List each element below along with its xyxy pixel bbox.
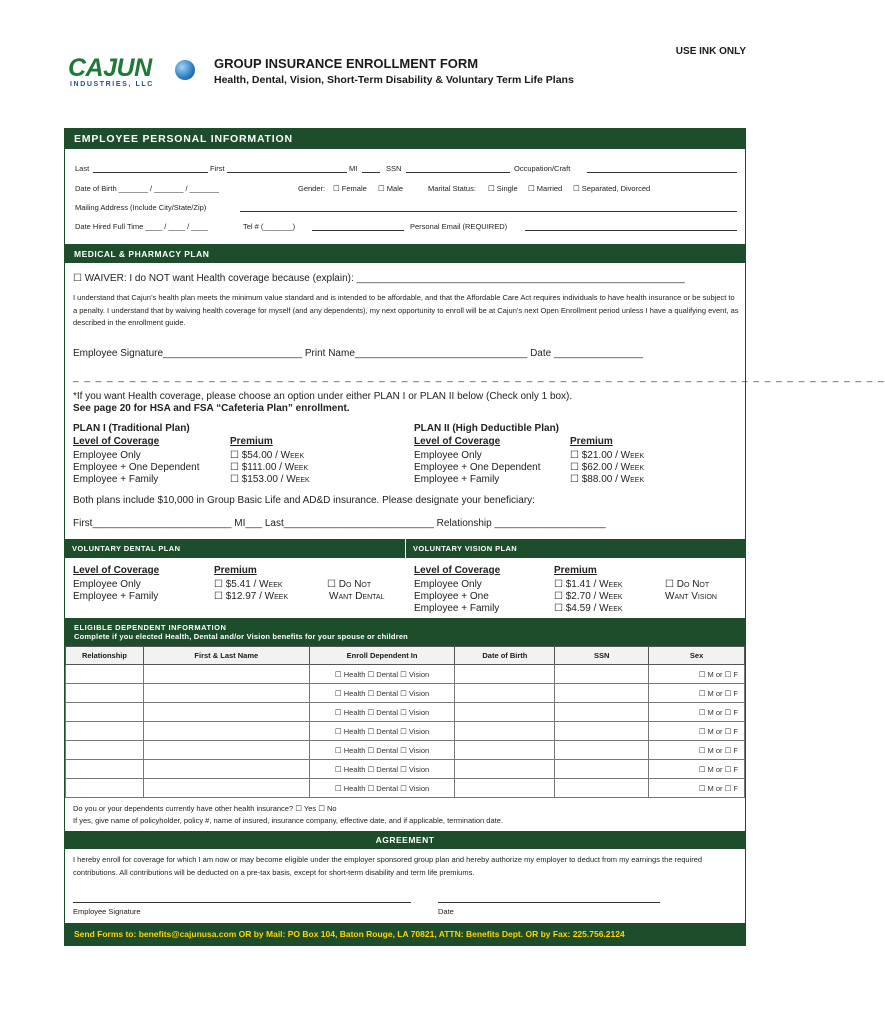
sex-cell[interactable]: ☐ M or ☐ F xyxy=(649,665,745,684)
dependents-table xyxy=(65,646,745,798)
marital-single-checkbox[interactable]: ☐ Single xyxy=(488,184,518,193)
agreement-signature-field[interactable] xyxy=(73,902,411,903)
name-cell[interactable] xyxy=(143,665,309,684)
table-row xyxy=(66,684,745,703)
ssn-cell[interactable] xyxy=(555,665,649,684)
logo-text: CAJUN xyxy=(68,54,152,82)
first-label: First xyxy=(210,164,225,173)
gender-male-checkbox[interactable]: ☐ Male xyxy=(378,184,404,193)
mailing-address-field[interactable] xyxy=(240,211,737,212)
send-forms-footer: Send Forms to: benefits@cajunusa.com OR by Mail: PO Box 104, Baton Rouge, LA 70821, ATTN: Benefits Dept. OR by Fax: 225.756.2124 xyxy=(65,923,745,945)
dental-level-header: Level of Coverage xyxy=(73,565,160,576)
vision-premium-2-checkbox[interactable]: ☐ $2.70 / Week xyxy=(554,591,623,602)
dob-cell[interactable] xyxy=(455,684,555,703)
table-row xyxy=(66,779,745,798)
enroll-cell[interactable]: ☐ Health ☐ Dental ☐ Vision xyxy=(309,722,455,741)
relationship-cell[interactable] xyxy=(66,760,144,779)
other-insurance-question[interactable]: Do you or your dependents currently have other health insurance? ☐ Yes ☐ No xyxy=(73,804,337,813)
plan2-level-3: Employee + Family xyxy=(414,474,500,485)
vision-decline-label: Want Vision xyxy=(665,591,717,602)
gender-label: Gender: xyxy=(298,184,326,193)
plan2-premium-3-checkbox[interactable]: ☐ $88.00 / Week xyxy=(570,474,645,485)
dob-field[interactable]: Date of Birth _______ / _______ / _______ xyxy=(75,184,219,193)
sex-cell[interactable]: ☐ M or ☐ F xyxy=(649,741,745,760)
col-sex: Sex xyxy=(649,647,745,665)
relationship-cell[interactable] xyxy=(66,684,144,703)
plan2-premium-1-checkbox[interactable]: ☐ $21.00 / Week xyxy=(570,450,645,461)
ssn-label: SSN xyxy=(386,164,402,173)
vision-premium-1-checkbox[interactable]: ☐ $1.41 / Week xyxy=(554,579,623,590)
dental-premium-header: Premium xyxy=(214,565,257,576)
mi-field[interactable] xyxy=(362,172,380,173)
dental-heading: VOLUNTARY DENTAL PLAN xyxy=(65,539,405,558)
dependents-heading: ELIGIBLE DEPENDENT INFORMATION xyxy=(74,623,227,632)
agreement-date-field[interactable] xyxy=(438,902,660,903)
dob-cell[interactable] xyxy=(455,722,555,741)
globe-icon xyxy=(175,60,195,80)
vision-premium-header: Premium xyxy=(554,565,597,576)
plan1-level-header: Level of Coverage xyxy=(73,436,160,447)
email-label: Personal Email (REQUIRED) xyxy=(410,222,508,231)
enroll-cell[interactable]: ☐ Health ☐ Dental ☐ Vision xyxy=(309,684,455,703)
dental-level-1: Employee Only xyxy=(73,579,141,590)
col-relationship: Relationship xyxy=(66,647,144,665)
marital-label: Marital Status: xyxy=(428,184,476,193)
personal-info-heading: EMPLOYEE PERSONAL INFORMATION xyxy=(65,129,745,149)
plan1-premium-header: Premium xyxy=(230,436,273,447)
mi-label: MI xyxy=(349,164,358,173)
ssn-cell[interactable] xyxy=(555,722,649,741)
dob-cell[interactable] xyxy=(455,703,555,722)
ssn-cell[interactable] xyxy=(555,684,649,703)
name-cell[interactable] xyxy=(143,684,309,703)
enroll-cell[interactable]: ☐ Health ☐ Dental ☐ Vision xyxy=(309,665,455,684)
use-ink-note: USE INK ONLY xyxy=(675,46,746,57)
company-logo xyxy=(66,54,201,94)
beneficiary-line[interactable]: First_________________________ MI___ Last___________________________ Relationship ____________________ xyxy=(73,518,606,529)
sex-cell[interactable]: ☐ M or ☐ F xyxy=(649,684,745,703)
sex-cell[interactable]: ☐ M or ☐ F xyxy=(649,779,745,798)
dob-cell[interactable] xyxy=(455,741,555,760)
tel-field[interactable]: Tel # (_______) xyxy=(243,222,296,231)
sex-cell[interactable]: ☐ M or ☐ F xyxy=(649,722,745,741)
name-cell[interactable] xyxy=(143,760,309,779)
name-cell[interactable] xyxy=(143,779,309,798)
col-ssn: SSN xyxy=(555,647,649,665)
plan1-premium-2-checkbox[interactable]: ☐ $111.00 / Week xyxy=(230,462,309,473)
relationship-cell[interactable] xyxy=(66,665,144,684)
plan2-premium-header: Premium xyxy=(570,436,613,447)
vision-heading: VOLUNTARY VISION PLAN xyxy=(406,539,746,558)
relationship-cell[interactable] xyxy=(66,779,144,798)
name-cell[interactable] xyxy=(143,722,309,741)
dental-decline-checkbox[interactable]: ☐ Do Not xyxy=(327,579,372,590)
sex-cell[interactable]: ☐ M or ☐ F xyxy=(649,760,745,779)
logo-subtext: INDUSTRIES, LLC xyxy=(70,81,154,88)
col-enroll: Enroll Dependent In xyxy=(309,647,455,665)
table-row xyxy=(66,722,745,741)
ssn-cell[interactable] xyxy=(555,703,649,722)
email-field[interactable] xyxy=(525,230,737,231)
enroll-cell[interactable]: ☐ Health ☐ Dental ☐ Vision xyxy=(309,760,455,779)
ssn-cell[interactable] xyxy=(555,779,649,798)
vision-level-2: Employee + One xyxy=(414,591,489,602)
ssn-field[interactable] xyxy=(406,172,510,173)
dental-premium-2-checkbox[interactable]: ☐ $12.97 / Week xyxy=(214,591,289,602)
relationship-cell[interactable] xyxy=(66,703,144,722)
occupation-field[interactable] xyxy=(587,172,737,173)
table-row xyxy=(66,760,745,779)
col-name: First & Last Name xyxy=(143,647,309,665)
plan1-premium-3-checkbox[interactable]: ☐ $153.00 / Week xyxy=(230,474,310,485)
agreement-signature-label: Employee Signature xyxy=(73,907,141,916)
dob-cell[interactable] xyxy=(455,665,555,684)
plan1-level-3: Employee + Family xyxy=(73,474,159,485)
date-hired-field[interactable]: Date Hired Full Time ____ / ____ / ____ xyxy=(75,222,208,231)
tel-line[interactable] xyxy=(312,230,404,231)
dependents-header-row xyxy=(66,647,745,665)
aca-statement: I understand that Cajun’s health plan meets the minimum value standard and is intended to be affordable, and that the Affordable Care Act requires individuals to have health insurance or be subject to a penalty. I understand that by waiving health coverage for myself (and any dependents), my next opportunity to enroll will be at Cajun’s next Open Enrollment period unless I have a qualifying event, as described in the enrollment guide. xyxy=(73,293,739,327)
form-subtitle: Health, Dental, Vision, Short-Term Disability & Voluntary Term Life Plans xyxy=(214,74,574,86)
gender-female-checkbox[interactable]: ☐ Female xyxy=(333,184,367,193)
waiver-signature-line[interactable]: Employee Signature_________________________ Print Name_______________________________ Date ________________ xyxy=(73,348,643,359)
table-row xyxy=(66,703,745,722)
occupation-label: Occupation/Craft xyxy=(514,164,571,173)
dental-decline-label: Want Dental xyxy=(329,591,385,602)
last-name-field[interactable] xyxy=(93,172,208,173)
dependents-heading-bar xyxy=(65,618,745,646)
ssn-cell[interactable] xyxy=(555,741,649,760)
name-cell[interactable] xyxy=(143,703,309,722)
plan1-title: PLAN I (Traditional Plan) xyxy=(73,423,190,434)
col-dob: Date of Birth xyxy=(455,647,555,665)
plan2-level-1: Employee Only xyxy=(414,450,482,461)
other-insurance-instructions: If yes, give name of policyholder, policy #, name of insured, insurance company, effective date, and if applicable, termination date. xyxy=(73,816,503,825)
plan2-premium-2-checkbox[interactable]: ☐ $62.00 / Week xyxy=(570,462,645,473)
waiver-checkbox[interactable]: ☐ WAIVER: I do NOT want Health coverage because (explain): ___________________________________________________________ xyxy=(73,273,685,284)
dob-cell[interactable] xyxy=(455,779,555,798)
sex-cell[interactable]: ☐ M or ☐ F xyxy=(649,703,745,722)
vision-level-1: Employee Only xyxy=(414,579,482,590)
plan1-premium-1-checkbox[interactable]: ☐ $54.00 / Week xyxy=(230,450,305,461)
form-title: GROUP INSURANCE ENROLLMENT FORM xyxy=(214,56,479,71)
mailing-label: Mailing Address (Include City/State/Zip) xyxy=(75,203,207,212)
vision-level-header: Level of Coverage xyxy=(414,565,501,576)
relationship-cell[interactable] xyxy=(66,722,144,741)
plan2-title: PLAN II (High Deductible Plan) xyxy=(414,423,560,434)
plan2-level-header: Level of Coverage xyxy=(414,436,501,447)
vision-premium-3-checkbox[interactable]: ☐ $4.59 / Week xyxy=(554,603,623,614)
first-name-field[interactable] xyxy=(227,172,347,173)
agreement-date-label: Date xyxy=(438,907,454,916)
enroll-cell[interactable]: ☐ Health ☐ Dental ☐ Vision xyxy=(309,741,455,760)
dental-level-2: Employee + Family xyxy=(73,591,159,602)
agreement-heading: AGREEMENT xyxy=(65,831,745,849)
ssn-cell[interactable] xyxy=(555,760,649,779)
marital-married-checkbox[interactable]: ☐ Married xyxy=(528,184,563,193)
vision-level-3: Employee + Family xyxy=(414,603,500,614)
plan2-level-2: Employee + One Dependent xyxy=(414,462,541,473)
enroll-cell[interactable]: ☐ Health ☐ Dental ☐ Vision xyxy=(309,703,455,722)
dependents-subheading: Complete if you elected Health, Dental and/or Vision benefits for your spouse or children xyxy=(74,632,408,641)
table-row xyxy=(66,741,745,760)
enrollment-form xyxy=(64,128,885,946)
plan-instructions: *If you want Health coverage, please choose an option under either PLAN I or PLAN II below (Check only 1 box). xyxy=(73,391,573,402)
dob-cell[interactable] xyxy=(455,760,555,779)
cut-line: _ _ _ _ _ _ _ _ _ _ _ _ _ _ _ _ _ _ _ _ _ _ _ _ _ _ _ _ _ _ _ _ _ _ _ _ _ _ _ _ _ _ _ _ _ _ _ _ _ _ _ _ _ _ _ _ _ _ _ _ _ _ _ _ _ _ _ _ _ _ _ _ xyxy=(73,372,885,383)
agreement-text: I hereby enroll for coverage for which I am now or may become eligible under the employer sponsored group plan and hereby authorize my employer to deduct from my earnings the required contributions. All contributions will be deducted on a pre-tax basis, except for short-term disability and term life premiums. xyxy=(73,855,703,877)
medical-heading: MEDICAL & PHARMACY PLAN xyxy=(65,244,745,263)
name-cell[interactable] xyxy=(143,741,309,760)
enroll-cell[interactable]: ☐ Health ☐ Dental ☐ Vision xyxy=(309,779,455,798)
marital-separated-checkbox[interactable]: ☐ Separated, Divorced xyxy=(573,184,651,193)
life-insurance-note: Both plans include $10,000 in Group Basic Life and AD&D insurance. Please designate your beneficiary: xyxy=(73,495,535,506)
plan1-level-1: Employee Only xyxy=(73,450,141,461)
relationship-cell[interactable] xyxy=(66,741,144,760)
hsa-note: See page 20 for HSA and FSA “Cafeteria Plan” enrollment. xyxy=(73,403,350,414)
dental-premium-1-checkbox[interactable]: ☐ $5.41 / Week xyxy=(214,579,283,590)
last-label: Last xyxy=(75,164,90,173)
table-row xyxy=(66,665,745,684)
vision-decline-checkbox[interactable]: ☐ Do Not xyxy=(665,579,710,590)
plan1-level-2: Employee + One Dependent xyxy=(73,462,200,473)
